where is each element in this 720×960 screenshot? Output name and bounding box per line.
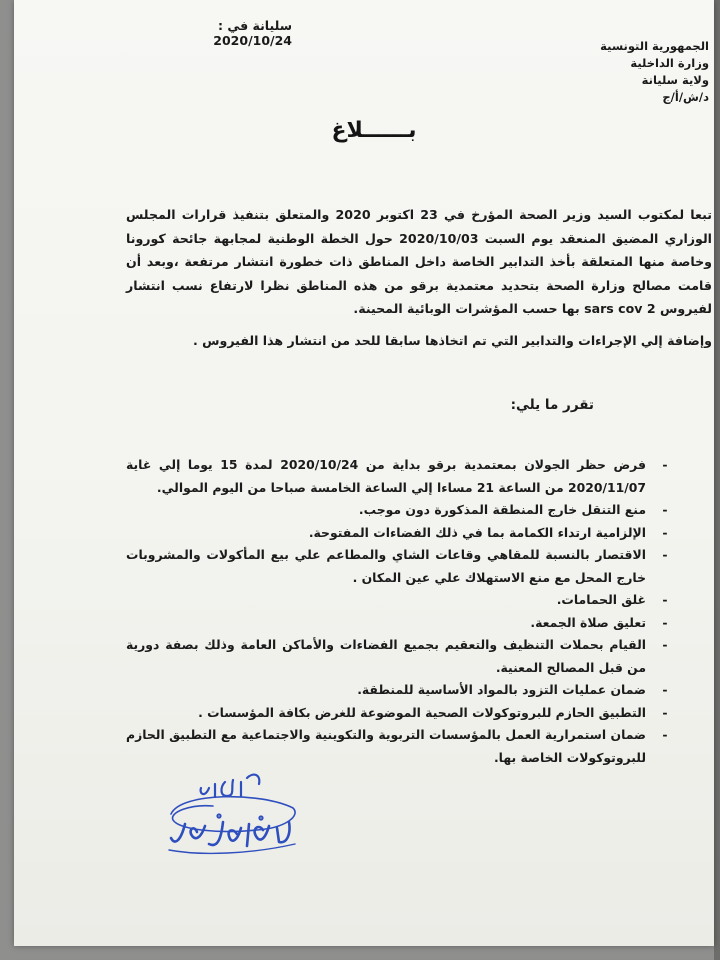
measure-text: فرض حظر الجولان بمعتمدية برقو بداية من 2020/10/24 لمدة 15 يوما إلي غاية 2020/11/07 من الساعة 21 مساءا إلي الساعة الخامسة صباحا من اليوم الموالي.: [126, 457, 647, 495]
bullet-mark: -: [662, 637, 668, 652]
list-item: [126, 454, 668, 499]
document-sheet: [14, 0, 714, 946]
date-value: 2020/10/24: [213, 33, 292, 48]
measure-text: غلق الحمامات.: [556, 592, 646, 607]
list-item: [126, 589, 668, 612]
body-text: [126, 203, 712, 352]
paragraph: تبعا لمكتوب السيد وزير الصحة المؤرخ في 23 اكتوبر 2020 والمتعلق بتنفيذ قرارات المجلس الوزاري المضيق المنعقد يوم السبت 2020/10/03 حول الخطة الوطنية لمجابهة جائحة كورونا وخاصة منها المتعلقة بأخذ التدابير الخاصة داخل المناطق ذات خطورة انتشار مرتفعة ،وبعد أن قامت مصالح وزارة الصحة بتحديد معتمدية برقو من هذه المناطق نظرا لارتفاع نسب انتشار لفيروس sars cov 2 بها حسب المؤشرات الوبائية المحينة.: [126, 207, 712, 316]
bullet-mark: -: [662, 614, 668, 630]
letterhead: [554, 38, 709, 106]
letterhead-line: الجمهورية التونسية: [600, 39, 709, 53]
list-item: [126, 679, 668, 702]
list-item: [126, 612, 668, 635]
bullet-mark: -: [662, 592, 668, 607]
measure-text: الإلزامية ارتداء الكمامة بما في ذلك الفضاءات المفتوحة.: [308, 524, 646, 540]
date-line: [132, 18, 292, 48]
bullet-mark: -: [662, 457, 668, 472]
bullet-mark: -: [662, 704, 668, 720]
list-item: [126, 724, 668, 769]
letterhead-line: وزارة الداخلية: [630, 56, 709, 70]
measure-text: منع التنقل خارج المنطقة المذكورة دون موجب.: [358, 502, 646, 517]
paragraph: وإضافة إلي الإجراءات والتدابير التي تم اتخاذها سابقا للحد من انتشار هذا الفيروس .: [192, 332, 712, 348]
bullet-mark: -: [662, 727, 668, 742]
measure-text: تعليق صلاة الجمعة.: [530, 614, 646, 630]
bullet-mark: -: [662, 502, 668, 517]
document-title: بــــــلاغ: [331, 118, 417, 143]
measure-text: الاقتصار بالنسبة للمقاهي وقاعات الشاي والمطاعم علي بيع المأكولات والمشروبات خارج المحل مع منع الاستهلاك علي عين المكان .: [126, 547, 646, 585]
measure-text: ضمان استمرارية العمل بالمؤسسات التربوية والتكوينية والاجتماعية مع التطبيق الحازم للبروتوكولات الخاصة بها.: [126, 727, 646, 765]
measure-text: القيام بحملات التنظيف والتعقيم بجميع الفضاءات والأماكن العامة وذلك بصفة دورية من قبل المصالح المعنية.: [126, 637, 646, 675]
decision-heading: تقرر ما يلي:: [510, 397, 594, 413]
list-item: [126, 522, 668, 545]
background-edge: [714, 0, 720, 960]
list-item: [126, 499, 668, 522]
list-item: [126, 634, 668, 679]
measures-list: [126, 454, 668, 769]
measure-text: التطبيق الحازم للبروتوكولات الصحية الموضوعة للغرض بكافة المؤسسات .: [198, 704, 646, 720]
letterhead-line: ولاية سليانة: [641, 73, 709, 87]
list-item: [126, 544, 668, 589]
list-item: [126, 702, 668, 725]
signature-stamp: [161, 770, 301, 860]
bullet-mark: -: [662, 524, 668, 540]
letterhead-line: د/ش/أ/ج: [662, 90, 709, 104]
date-label: سليانة في :: [218, 18, 292, 33]
bullet-mark: -: [662, 682, 668, 697]
measure-text: ضمان عمليات التزود بالمواد الأساسية للمنطقة.: [357, 682, 646, 697]
bullet-mark: -: [662, 547, 668, 562]
